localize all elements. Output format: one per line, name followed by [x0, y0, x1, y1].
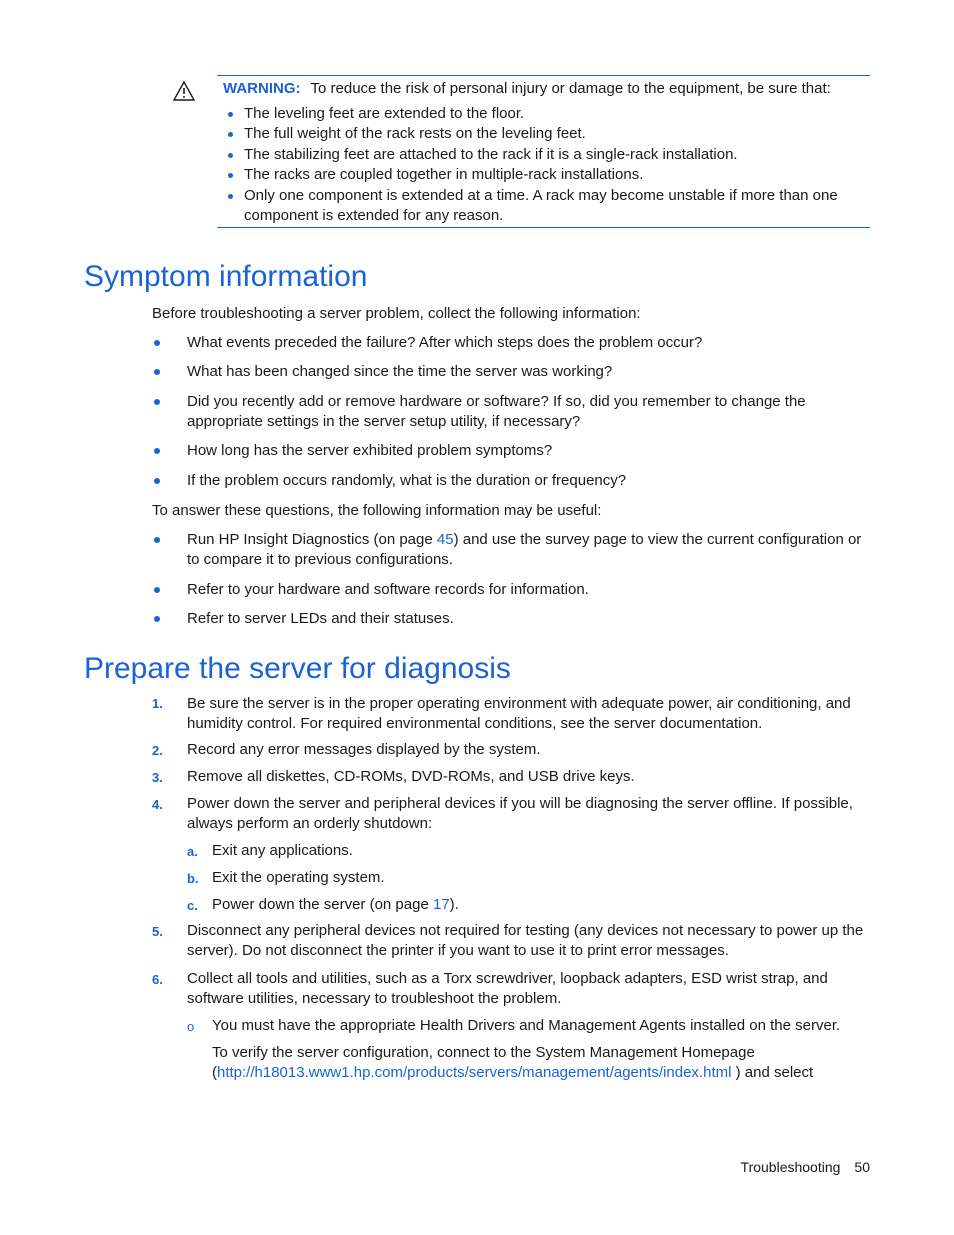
warning-item: The stabilizing feet are attached to the rack if it is a single-rack installation. [244, 145, 864, 165]
step-number: 4. [152, 797, 163, 812]
tip-item: Refer to server LEDs and their statuses. [187, 609, 872, 629]
step-text: Disconnect any peripheral devices not required for testing (any devices not necessary to power up the server). Do not disconnect the printer if you want to use it to print error messages. [187, 922, 864, 959]
warning-header [223, 79, 863, 99]
substep-letter: c. [187, 898, 198, 913]
step-number: 3. [152, 770, 163, 785]
step-text: Collect all tools and utilities, such as a Torx screwdriver, loopback adapters, ESD wrist strap, and software utilities, necessary to troubleshoot the problem. [187, 970, 828, 1007]
warning-item: The racks are coupled together in multiple-rack installations. [244, 165, 864, 185]
substep-letter: b. [187, 871, 199, 886]
tip-text: Run HP Insight Diagnostics (on page [187, 531, 437, 548]
page-link-17[interactable]: 17 [432, 896, 450, 913]
substep-text: Exit the operating system. [212, 869, 385, 886]
substep-text: Exit any applications. [212, 842, 353, 859]
warning-item: The leveling feet are extended to the floor. [244, 104, 864, 124]
warning-item: The full weight of the rack rests on the leveling feet. [244, 124, 864, 144]
step-number: 6. [152, 972, 163, 987]
tip-text: ) and use the survey page to view the current configuration or to compare it to previous configurations. [187, 531, 862, 568]
tip-item [187, 530, 872, 570]
substep-text [212, 895, 872, 915]
symptom-intro: Before troubleshooting a server problem, collect the following information: [152, 305, 641, 322]
question-item: Did you recently add or remove hardware or software? If so, did you remember to change the appropriate settings in the server setup utility, if necessary? [187, 392, 872, 432]
step-text: Remove all diskettes, CD-ROMs, DVD-ROMs, and USB drive keys. [187, 768, 635, 785]
smh-url-link[interactable]: http://h18013.www1.hp.com/products/servers/management/agents/index.html [217, 1064, 732, 1081]
footer-section: Troubleshooting [740, 1159, 841, 1175]
step-text: Power down the server and peripheral devices if you will be diagnosing the server offline. If possible, always perform an orderly shutdown: [187, 795, 853, 832]
warning-triangle-icon [172, 80, 196, 102]
section-title-symptom: Symptom information [84, 260, 368, 293]
question-item: If the problem occurs randomly, what is the duration or frequency? [187, 471, 872, 491]
verify-text: ) and select [731, 1064, 814, 1081]
verify-text: To verify the server configuration, connect to the System Management Homepage ( [212, 1044, 755, 1081]
tip-item: Refer to your hardware and software records for information. [187, 580, 872, 600]
step-text: Be sure the server is in the proper operating environment with adequate power, air conditioning, and humidity control. For required environmental conditions, see the server documentation. [187, 695, 851, 732]
substep-text-part: ). [449, 896, 459, 913]
page-footer [741, 1157, 870, 1177]
substep-letter: a. [187, 844, 198, 859]
question-item: How long has the server exhibited problem symptoms? [187, 441, 872, 461]
warning-text: To reduce the risk of personal injury or damage to the equipment, be sure that: [310, 80, 831, 97]
page-link-45[interactable]: 45 [436, 531, 454, 548]
answer-intro: To answer these questions, the following information may be useful: [152, 502, 602, 519]
question-item: What has been changed since the time the server was working? [187, 362, 872, 382]
warning-item: Only one component is extended at a time. A rack may become unstable if more than one component is extended for any reason. [244, 186, 864, 226]
step-number: 5. [152, 924, 163, 939]
step-number: 1. [152, 696, 163, 711]
warning-label: WARNING: [223, 80, 301, 97]
verify-paragraph [212, 1043, 872, 1083]
step-text: Record any error messages displayed by the system. [187, 741, 541, 758]
question-item: What events preceded the failure? After which steps does the problem occur? [187, 333, 872, 353]
page-number: 50 [854, 1159, 870, 1175]
substep-text-part: Power down the server (on page [212, 896, 433, 913]
sub-bullet-text: You must have the appropriate Health Drivers and Management Agents installed on the server. [212, 1017, 841, 1034]
sub-bullet-marker: o [187, 1019, 195, 1034]
section-title-prepare: Prepare the server for diagnosis [84, 652, 511, 685]
step-number: 2. [152, 743, 163, 758]
